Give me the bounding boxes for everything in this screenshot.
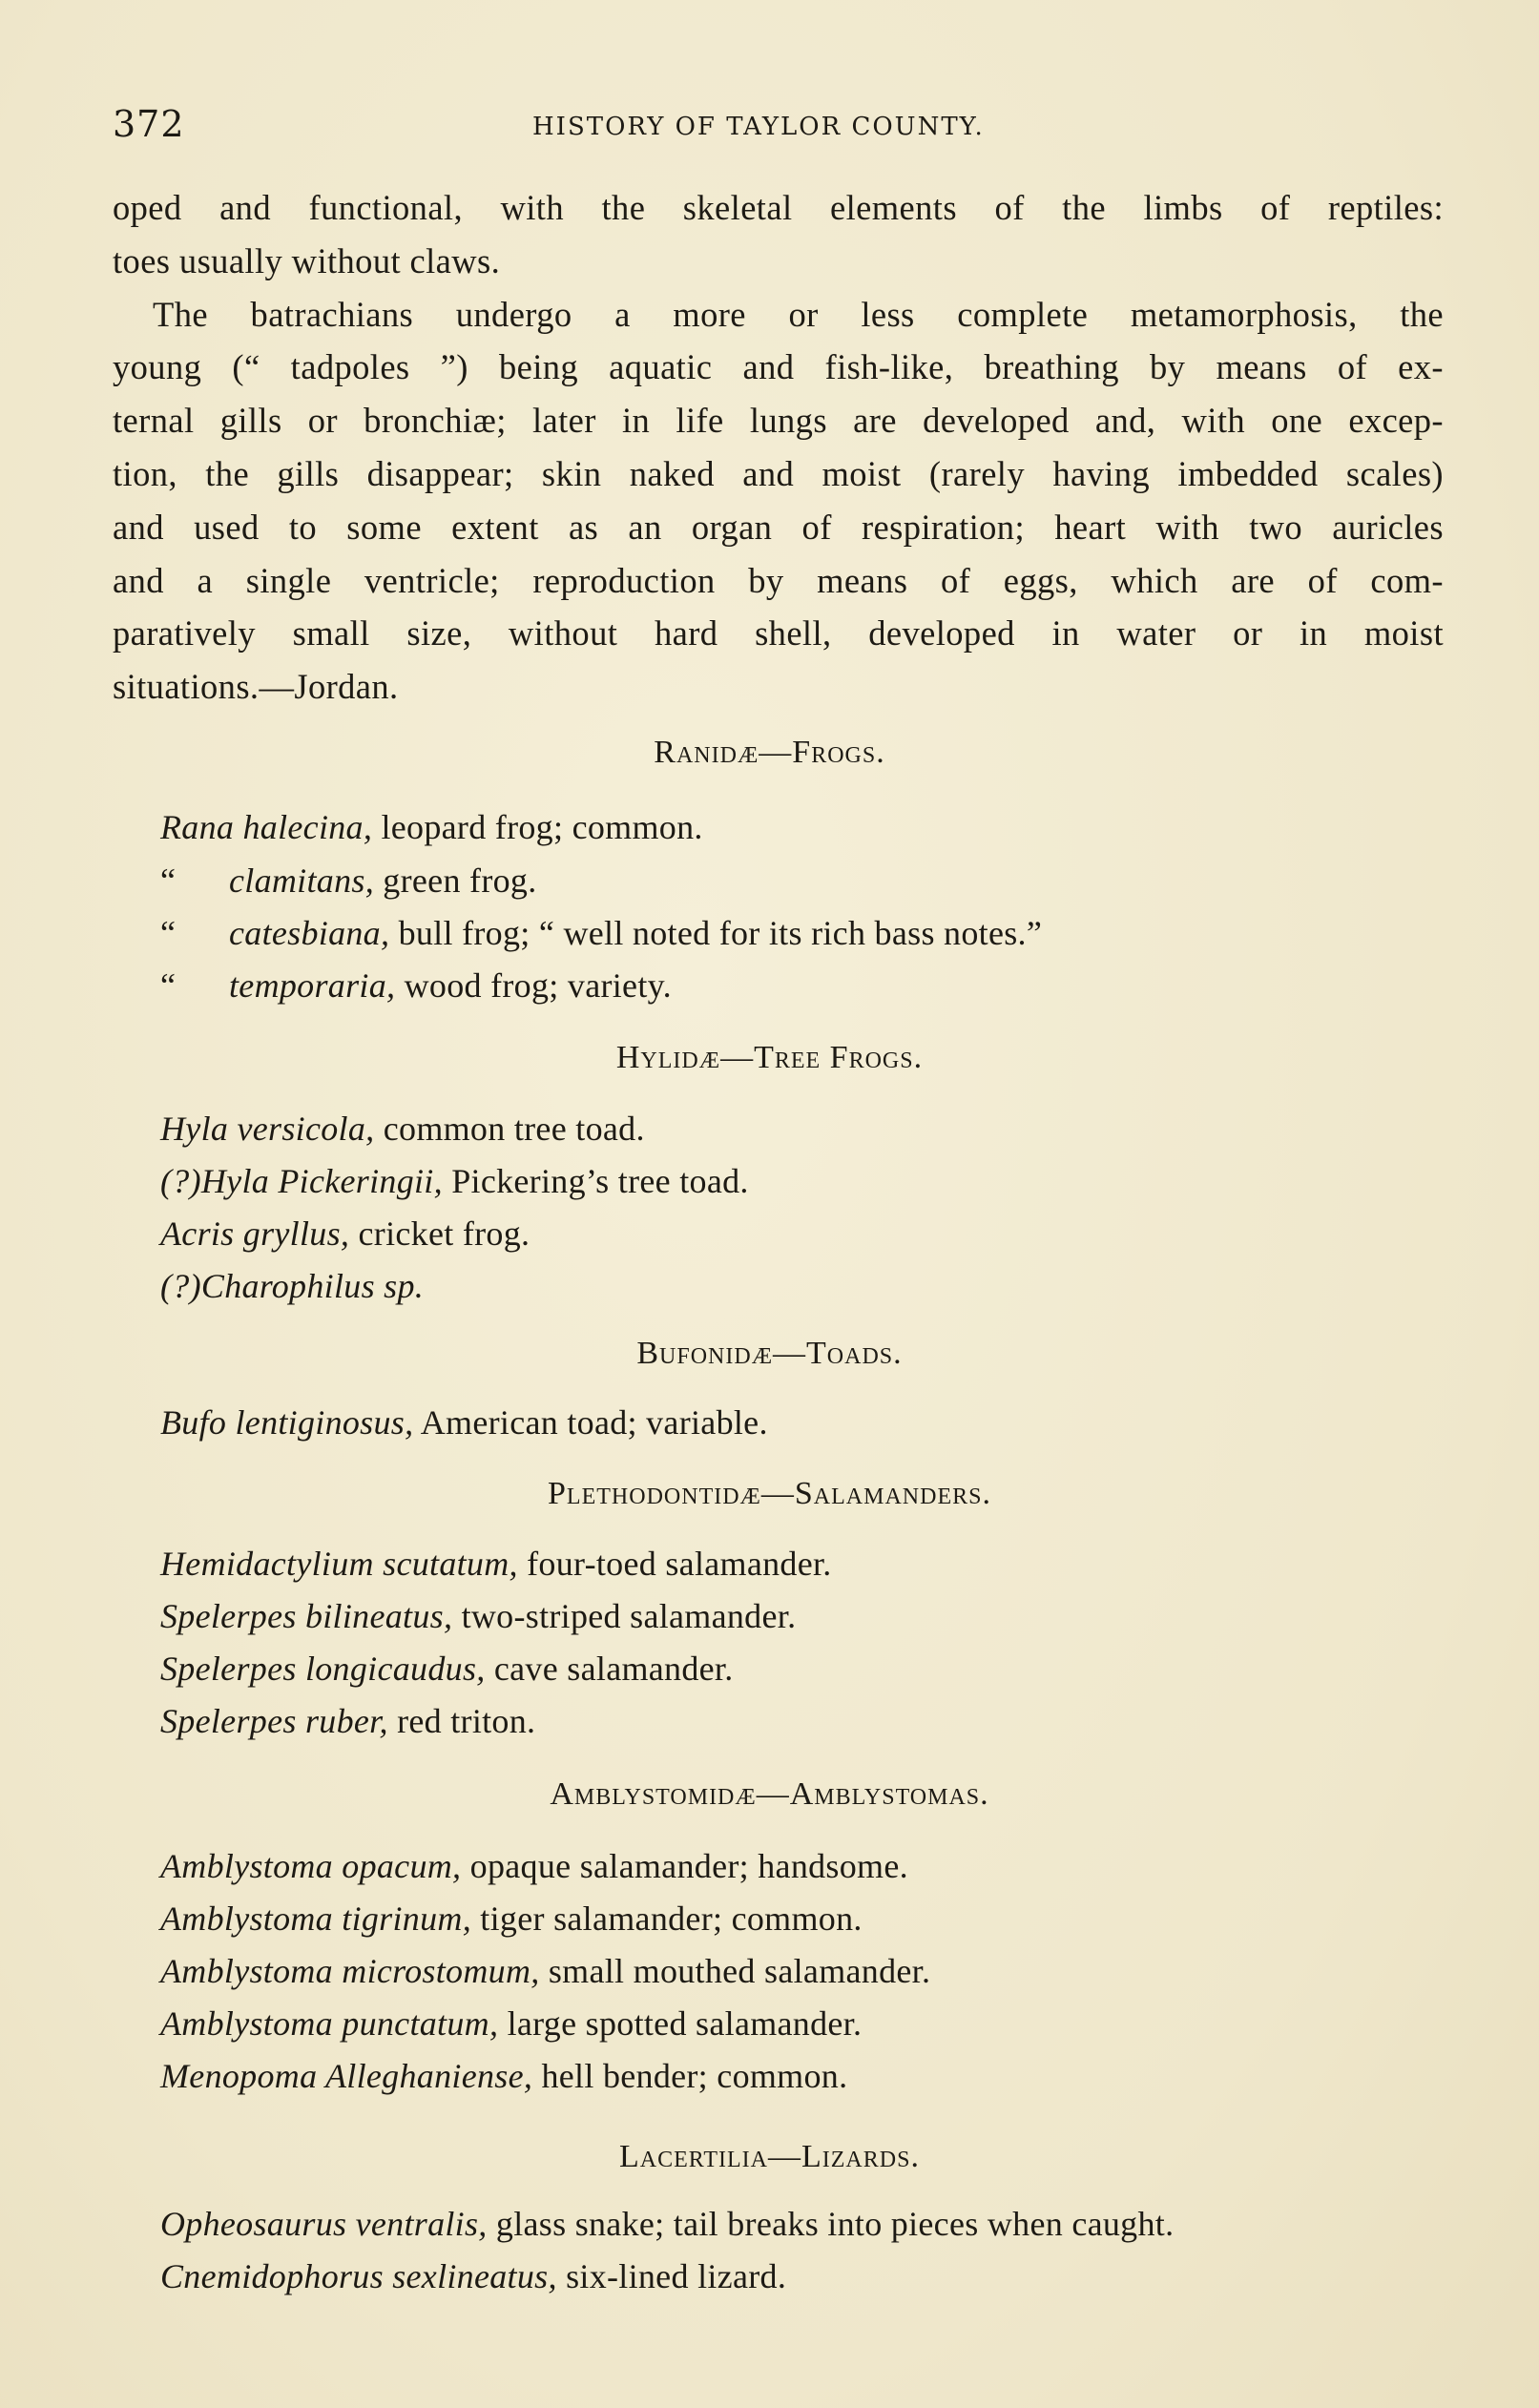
species-name: catesbiana, <box>229 914 390 952</box>
ditto-mark: “ <box>160 966 177 1005</box>
species-description: cave salamander. <box>485 1650 734 1688</box>
species-name: Amblystoma microstomum, <box>160 1952 540 1990</box>
species-description: small mouthed salamander. <box>539 1952 931 1990</box>
species-name: (?)Hyla Pickeringii, <box>160 1162 443 1200</box>
species-entry <box>160 861 537 901</box>
species-description: green frog. <box>374 861 537 900</box>
species-entry <box>160 1266 424 1306</box>
species-entry <box>160 1596 796 1636</box>
species-description: cricket frog. <box>349 1214 530 1253</box>
text-line: and used to some extent as an organ of respiration; heart with two auricles <box>113 507 1444 547</box>
ditto-mark: “ <box>160 914 177 952</box>
text-line: paratively small size, without hard shell, developed in water or in moist <box>113 613 1444 654</box>
species-name: Menopoma Alleghaniense, <box>160 2057 533 2095</box>
section-heading-plethodontidae: Plethodontidæ—Salamanders. <box>548 1476 991 1511</box>
species-name: Spelerpes bilineatus, <box>160 1597 453 1635</box>
species-entry <box>160 2056 847 2096</box>
species-name: Amblystoma opacum, <box>160 1847 462 1885</box>
species-description: bull frog; “ well noted for its rich bass notes.” <box>389 914 1043 952</box>
text-line: toes usually without claws. <box>113 240 501 280</box>
species-description: large spotted salamander. <box>498 2004 863 2043</box>
section-heading-ranidae: Ranidæ—Frogs. <box>654 735 885 770</box>
species-entry <box>160 1649 734 1689</box>
species-description: leopard frog; common. <box>372 808 703 846</box>
species-entry <box>160 1161 749 1201</box>
text-line: and a single ventricle; reproduction by means of eggs, which are of com- <box>113 560 1444 600</box>
species-name: Amblystoma tigrinum, <box>160 1899 471 1938</box>
species-name: Spelerpes ruber, <box>160 1702 388 1740</box>
species-name: Spelerpes longicaudus, <box>160 1650 486 1688</box>
species-name: clamitans, <box>229 861 374 900</box>
species-description: hell bender; common. <box>532 2057 848 2095</box>
page-header <box>113 103 1444 145</box>
species-entry <box>160 1544 832 1584</box>
running-head: HISTORY OF TAYLOR COUNTY. <box>532 113 985 141</box>
species-description: common tree toad. <box>374 1110 645 1148</box>
species-entry <box>160 965 672 1006</box>
section-heading-amblystomidae: Amblystomidæ—Amblystomas. <box>550 1776 989 1812</box>
species-description: four-toed salamander. <box>517 1545 832 1583</box>
species-name: temporaria, <box>229 966 396 1005</box>
species-description: glass snake; tail breaks into pieces when caught. <box>487 2205 1175 2243</box>
species-name: Amblystoma punctatum, <box>160 2004 499 2043</box>
species-description: tiger salamander; common. <box>471 1899 863 1938</box>
page-number: 372 <box>113 103 185 145</box>
species-name: Cnemidophorus sexlineatus, <box>160 2257 557 2295</box>
species-name: Opheosaurus ventralis, <box>160 2205 488 2243</box>
section-heading-bufonidae: Bufonidæ—Toads. <box>636 1336 903 1371</box>
species-name: (?)Charophilus sp. <box>160 1267 425 1305</box>
species-name: Hyla versicola, <box>160 1110 375 1148</box>
text-line: ternal gills or bronchiæ; later in life lungs are developed and, with one excep- <box>113 401 1444 441</box>
text-line: situations.—Jordan. <box>113 667 399 707</box>
species-description: Pickering’s tree toad. <box>442 1162 749 1200</box>
species-name: Hemidactylium scutatum, <box>160 1545 518 1583</box>
ditto-mark: “ <box>160 861 177 900</box>
text-line: young (“ tadpoles ”) being aquatic and fish-like, breathing by means of ex- <box>113 347 1444 387</box>
species-entry <box>160 2204 1174 2244</box>
species-description: American toad; variable. <box>413 1403 768 1442</box>
text-line: The batrachians undergo a more or less complete metamorphosis, the <box>153 294 1444 334</box>
species-entry <box>160 1846 908 1886</box>
species-description: opaque salamander; handsome. <box>461 1847 908 1885</box>
species-entry <box>160 1214 530 1254</box>
intro-paragraph <box>113 181 1444 714</box>
species-entry <box>160 2256 786 2296</box>
species-description: two-striped salamander. <box>452 1597 797 1635</box>
species-description: wood frog; variety. <box>395 966 672 1005</box>
species-entry <box>160 1701 535 1741</box>
species-entry <box>160 1402 768 1443</box>
species-name: Acris gryllus, <box>160 1214 350 1253</box>
species-entry <box>160 807 703 847</box>
text-line: oped and functional, with the skeletal elements of the limbs of reptiles: <box>113 188 1444 227</box>
species-entry <box>160 913 1042 953</box>
species-entry <box>160 1899 863 1939</box>
species-name: Bufo lentiginosus, <box>160 1403 414 1442</box>
species-entry <box>160 1951 930 1991</box>
section-heading-lacertilia: Lacertilia—Lizards. <box>619 2139 920 2174</box>
species-entry <box>160 1109 645 1149</box>
species-description: red triton. <box>387 1702 536 1740</box>
text-line: tion, the gills disappear; skin naked and moist (rarely having imbedded scales) <box>113 453 1444 493</box>
species-name: Rana halecina, <box>160 808 373 846</box>
section-heading-hylidae: Hylidæ—Tree Frogs. <box>615 1040 924 1075</box>
species-entry <box>160 2003 862 2044</box>
species-description: six-lined lizard. <box>556 2257 787 2295</box>
